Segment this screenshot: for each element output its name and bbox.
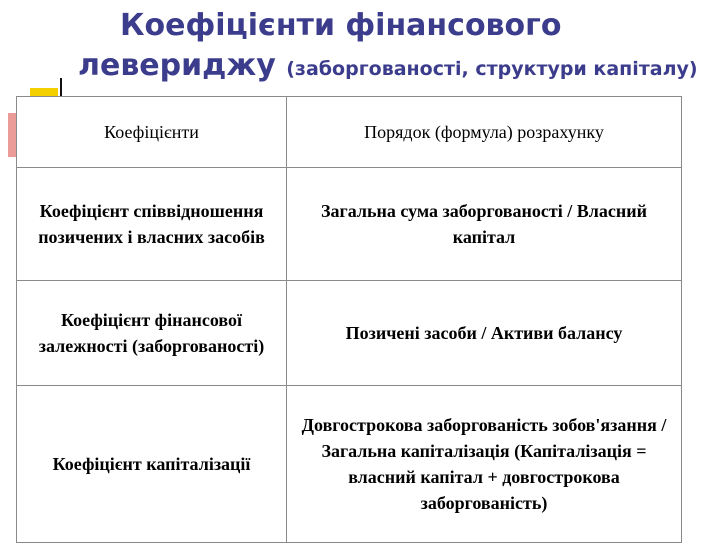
ratio-formula: Загальна сума заборгованості / Власний капітал xyxy=(287,168,682,281)
table-header-row xyxy=(17,97,682,168)
ratio-name: Коефіцієнт фінансової залежності (заборгованості) xyxy=(17,281,287,386)
title-line2 xyxy=(78,46,708,89)
table-row xyxy=(17,386,682,543)
title-main-word: левериджу xyxy=(78,48,276,83)
ratio-name: Коефіцієнт капіталізації xyxy=(17,386,287,543)
table-row xyxy=(17,281,682,386)
header-ratios: Коефіцієнти xyxy=(17,97,287,168)
ratios-table xyxy=(16,96,682,543)
table-row xyxy=(17,168,682,281)
ratio-formula: Довгострокова заборгованість зобов'язання / Загальна капіталізація (Капіталізація = власний капітал + довгострокова заборгованість) xyxy=(287,386,682,543)
slide-title xyxy=(78,6,708,89)
title-subtitle: (заборгованості, структури капіталу) xyxy=(286,58,698,80)
header-formula: Порядок (формула) розрахунку xyxy=(287,97,682,168)
title-line1: Коефіцієнти фінансового xyxy=(120,8,562,43)
ratio-formula: Позичені засоби / Активи балансу xyxy=(287,281,682,386)
ratio-name: Коефіцієнт співвідношення позичених і власних засобів xyxy=(17,168,287,281)
